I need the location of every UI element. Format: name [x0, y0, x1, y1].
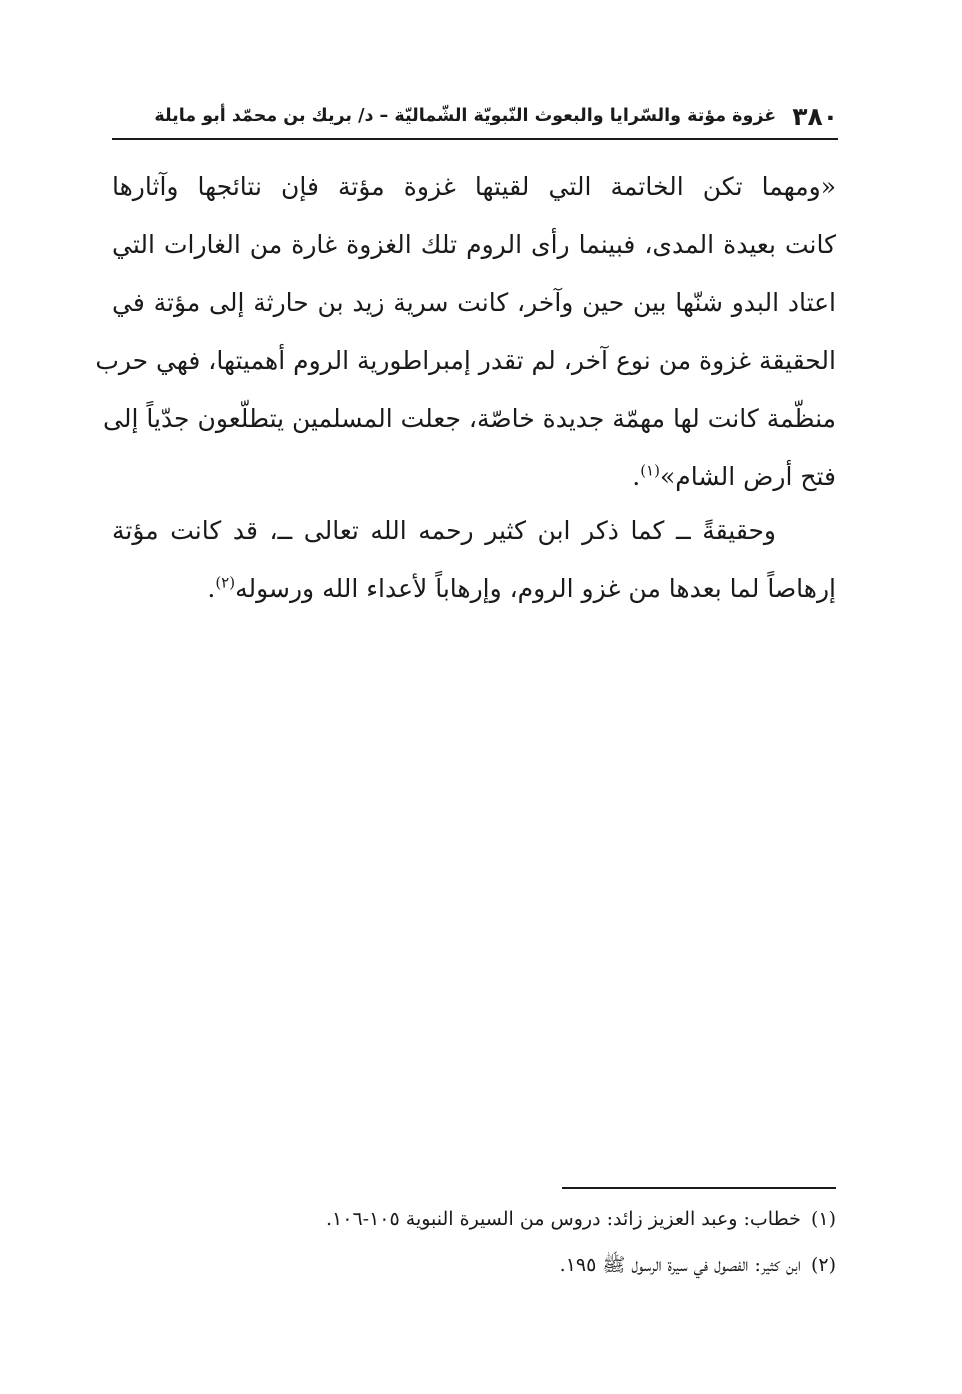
footnote-1-number: (١) [810, 1208, 836, 1230]
quote-line-2: كانت بعيدة المدى، فبينما رأى الروم تلك الغزوة غارة من الغارات التي [112, 230, 836, 259]
running-header [112, 96, 838, 136]
para2-line-2-text: إرهاصاً لما بعدها من غزو الروم، وإرهاباً لأعداء الله ورسوله [235, 574, 836, 603]
footnote-1 [112, 1196, 836, 1242]
header-rule [112, 138, 838, 140]
quote-paragraph [95, 158, 836, 506]
quote-line-4: الحقيقة غزوة من نوع آخر، لم تقدر إمبراطورية الروم أهميتها، فهي حرب [95, 346, 836, 375]
second-paragraph [112, 502, 836, 618]
quote-line-6 [112, 448, 836, 506]
footnote-1-text: خطاب: وعبد العزيز زائد: دروس من السيرة النبوية ١٠٥-١٠٦. [326, 1208, 801, 1230]
footnote-2 [112, 1242, 836, 1288]
footnote-ref-1[interactable]: (١) [640, 461, 660, 480]
footnotes [112, 1196, 836, 1288]
quote-line-3: اعتاد البدو شنّها بين حين وآخر، كانت سرية زيد بن حارثة إلى مؤتة في [112, 288, 836, 317]
quote-line-1: «ومهما تكن الخاتمة التي لقيتها غزوة مؤتة فإن نتائجها وآثارها [112, 172, 836, 201]
para2-end-mark: . [207, 574, 216, 603]
footnote-2-number: (٢) [810, 1254, 836, 1276]
running-title: غزوة مؤتة والسّرايا والبعوث النّبويّة الشّماليّة – د/ بريك بن محمّد أبو مايلة [154, 106, 777, 126]
quote-last-text: فتح أرض الشام» [659, 462, 836, 491]
footnote-ref-2[interactable]: (٢) [215, 573, 236, 592]
footnote-separator [562, 1187, 836, 1189]
quote-line-5: منظّمة كانت لها مهمّة جديدة خاصّة، جعلت المسلمين يتطلّعون جدّياً إلى [103, 404, 836, 433]
para2-line-1: وحقيقةً ــ كما ذكر ابن كثير رحمه الله تعالى ــ، قد كانت مؤتة [112, 516, 776, 545]
quote-end-mark: . [632, 462, 641, 491]
footnote-2-text: ابن كثير: الفصول في سيرة الرسول ﷺ ١٩٥. [559, 1254, 801, 1276]
para2-line-2 [112, 560, 836, 618]
page-number: ٣٨٠ [792, 101, 838, 131]
